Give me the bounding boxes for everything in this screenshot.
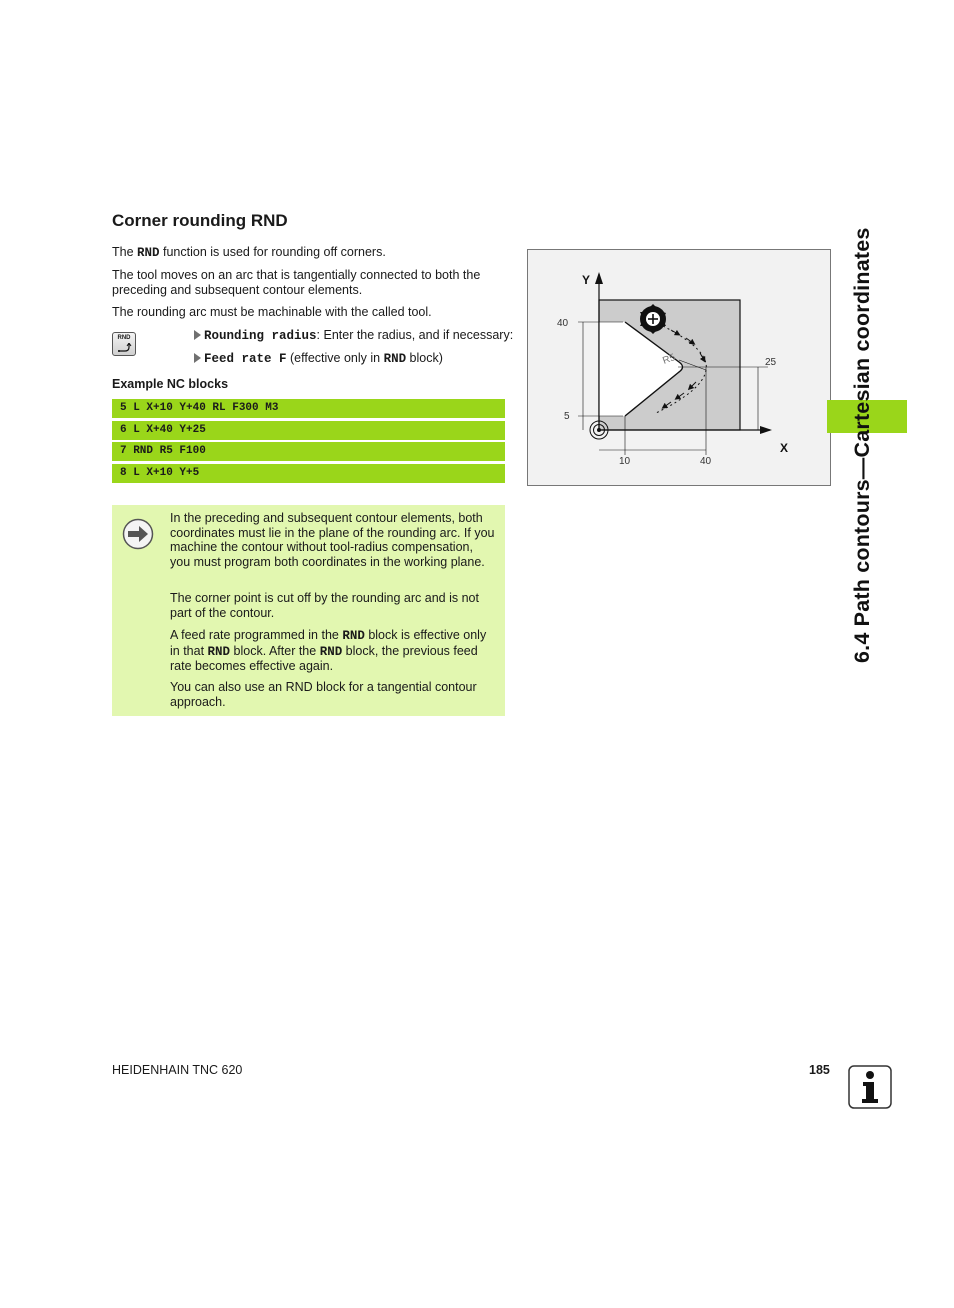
note-paragraph-4: You can also use an RND block for a tangential contour approach. — [170, 680, 477, 709]
step-feed-rate: Feed rate F (effective only in RND block) — [194, 351, 514, 366]
intro-paragraph-1: The RND function is used for rounding off corners. — [112, 245, 386, 260]
note-paragraph-3: A feed rate programmed in the RND block is effective only in that RND block. After the RND block, the previous feed rate becomes effective again. — [170, 628, 487, 673]
note-paragraph-2: The corner point is cut off by the rounding arc and is not part of the contour. — [170, 591, 479, 620]
x-axis-label: X — [780, 441, 789, 455]
footer-text: HEIDENHAIN TNC 620 — [112, 1063, 243, 1077]
x-axis-arrow-icon — [760, 426, 772, 434]
page-number: 185 — [809, 1063, 830, 1077]
note-arrow-icon — [122, 518, 154, 550]
step-rounding-radius: Rounding radius: Enter the radius, and if necessary: — [194, 328, 514, 343]
rnd-key-icon — [112, 332, 136, 356]
arrow-right-icon — [194, 353, 201, 363]
info-icon — [848, 1065, 892, 1109]
radius-label: R5 — [661, 352, 678, 367]
y-tick-5: 5 — [564, 411, 570, 422]
nc-block: 6 L X+40 Y+25 — [112, 421, 505, 440]
rounding-figure — [527, 249, 831, 486]
intro-paragraph-2: The tool moves on an arc that is tangentially connected to both the preceding and subsequent contour elements. — [112, 268, 481, 297]
nc-block: 5 L X+10 Y+40 RL F300 M3 — [112, 399, 505, 418]
rnd-code: RND — [137, 246, 160, 260]
rnd-key-label: RND — [117, 335, 131, 341]
example-heading: Example NC blocks — [112, 377, 229, 391]
rounding-glyph-icon — [116, 343, 134, 353]
nc-block: 7 RND R5 F100 — [112, 442, 505, 461]
nc-block: 8 L X+10 Y+5 — [112, 464, 505, 483]
y-axis-arrow-icon — [595, 272, 603, 284]
dimension-25: 25 — [765, 357, 777, 368]
y-tick-40: 40 — [557, 318, 569, 329]
y-axis-label: Y — [582, 273, 591, 287]
arrow-right-icon — [194, 330, 201, 340]
note-paragraph-1: In the preceding and subsequent contour elements, both coordinates must lie in the plane of the rounding arc. If you machine the contour without tool-radius compensation, you must program both coordinates in the working plane. — [170, 511, 495, 569]
rounding-diagram — [528, 250, 830, 485]
intro-paragraph-3: The rounding arc must be machinable with the called tool. — [112, 305, 432, 319]
x-tick-40: 40 — [700, 456, 712, 467]
section-title: Corner rounding RND — [112, 211, 288, 230]
side-chapter-title: 6.4 Path contours—Cartesian coordinates — [850, 227, 874, 663]
x-tick-10: 10 — [619, 456, 631, 467]
